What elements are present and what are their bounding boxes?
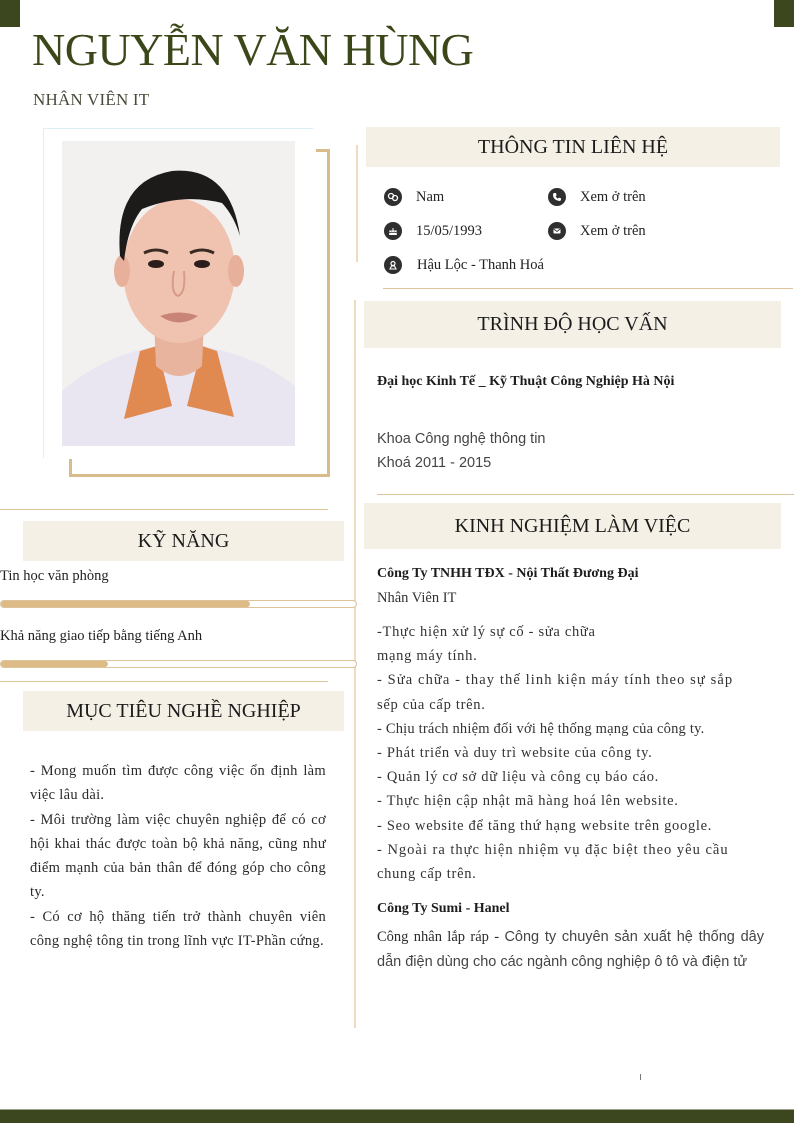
skills-section-heading [23,521,344,561]
stray-mark [640,1074,641,1080]
duty-line: - Sửa chữa - thay thế linh kiện máy tính theo sự sắp [377,672,734,689]
candidate-name: NGUYỄN VĂN HÙNG [32,24,474,75]
education-section-heading [364,301,781,348]
phone-value: Xem ở trên [580,188,646,205]
experience-section-heading [364,503,781,549]
email-icon [548,222,566,240]
experience-heading-text: KINH NGHIỆM LÀM VIỆC [454,515,691,537]
profile-photo [62,141,295,446]
duty-line: - Phát triển và duy trì website của công ty. [377,745,653,762]
portrait-illustration [62,141,295,446]
address-value: Hậu Lộc - Thanh Hoá [417,256,544,273]
birthday-value: 15/05/1993 [416,222,483,239]
education-school: Đại học Kinh Tế _ Kỹ Thuật Công Nghiệp Hà Nội [377,374,675,389]
corner-accent-top-left [0,0,20,27]
footer-bar [0,1109,794,1123]
objective-heading-text: MỤC TIÊU NGHỀ NGHIỆP [66,700,301,722]
skills-heading-text: KỸ NĂNG [137,530,230,552]
skill-1-progress [0,600,357,608]
duty-line: sếp của cấp trên. [377,696,486,713]
contact-heading-text: THÔNG TIN LIÊN HỆ [477,136,669,158]
objective-item [30,759,326,953]
contact-email [548,222,646,240]
job-1-company: Công Ty TNHH TĐX - Nội Thất Đương Đại [377,566,639,581]
phone-icon [548,188,566,206]
education-divider [377,494,794,495]
duty-line: - Ngoài ra thực hiện nhiệm vụ đặc biệt theo yêu cầu [377,841,729,858]
column-divider-upper [356,145,358,262]
contact-divider [383,288,793,289]
objective-line: - Mong muốn tìm được công việc ổn định làm việc lâu dài. [30,763,326,804]
duty-line: - Quản lý cơ sở dữ liệu và công cụ báo cáo. [377,769,659,786]
objective-text [30,759,326,953]
skill-2-progress-fill [1,661,108,667]
location-person-icon [384,256,402,274]
corner-accent-top-right [774,0,794,27]
job-1-role: Nhân Viên IT [377,590,457,606]
objective-section-heading [23,691,344,731]
education-heading-text: TRÌNH ĐỘ HỌC VẤN [477,313,668,335]
email-value: Xem ở trên [580,222,646,239]
skills-bottom-divider [0,681,328,682]
contact-address [384,256,544,274]
skill-2-progress [0,660,357,668]
birthday-cake-icon [384,222,402,240]
objective-line: - Có cơ hộ thăng tiến trở thành chuyên viên công nghệ tông tin trong lĩnh vực IT-Phần cứng. [30,908,326,950]
education-faculty: Khoa Công nghệ thông tin [377,431,546,447]
skills-top-divider [0,509,328,510]
job-1-duties [377,620,764,886]
duty-line: mạng máy tính. [377,648,478,665]
contact-section-heading [366,127,780,167]
job-2-role: Công nhân lắp ráp - [377,929,505,945]
contact-birthday [384,222,482,240]
gender-value: Nam [416,188,445,205]
duty-line: - Seo website để tăng thứ hạng website trên google. [377,817,713,834]
contact-phone [548,188,646,206]
skill-2-label: Khả năng giao tiếp bằng tiếng Anh [0,628,203,644]
skill-1-label: Tin học văn phòng [0,568,109,584]
job-2-company: Công Ty Sumi - Hanel [377,901,510,916]
duty-line: chung cấp trên. [377,866,477,883]
contact-gender [384,188,444,206]
candidate-title: NHÂN VIÊN IT [33,90,150,109]
job-2-details: Công ty chuyên sản xuất hệ thống dây dẫn điện dùng cho các ngành công nghiệp ô tô và điện tử [377,929,765,970]
education-period: Khoá 2011 - 2015 [377,455,492,471]
gender-icon [384,188,402,206]
duty-line: -Thực hiện xử lý sự cố - sửa chữa [377,624,596,640]
job-2-description [377,925,764,974]
duty-line: - Thực hiện cập nhật mã hàng hoá lên website. [377,793,679,810]
skill-1-progress-fill [1,601,250,607]
objective-line: - Môi trường làm việc chuyên nghiệp để có cơ hội khai thác được toàn bộ khả năng, cũng như điểm mạnh của bản thân để đóng góp cho công ty. [30,811,326,901]
duty-line: - Chịu trách nhiệm đối với hệ thống mạng của công ty. [377,720,705,737]
